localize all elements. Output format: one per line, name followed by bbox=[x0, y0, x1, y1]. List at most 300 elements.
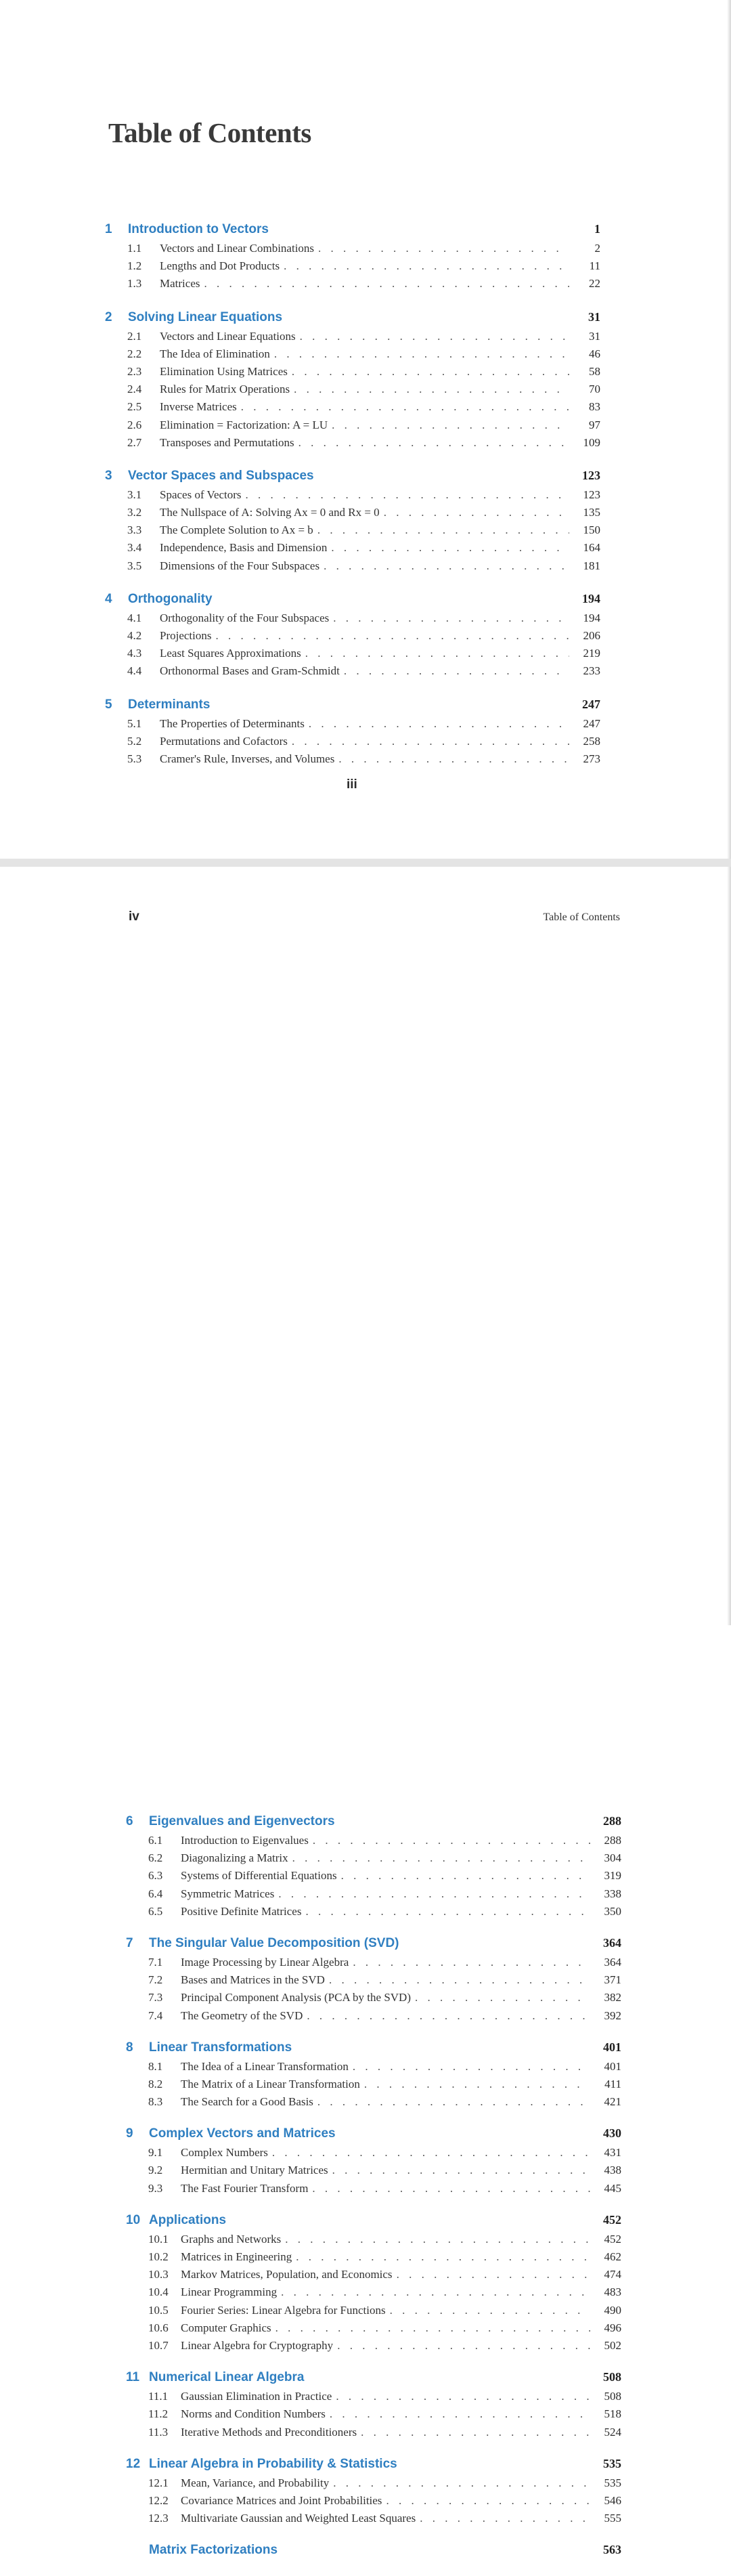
section-page: 462 bbox=[604, 2250, 621, 2263]
section-page: 382 bbox=[604, 1991, 621, 2004]
section-entry[interactable] bbox=[126, 2233, 621, 2250]
section-number: 3.2 bbox=[127, 506, 142, 519]
section-title[interactable]: Linear Programming bbox=[181, 2285, 278, 2299]
chapter-title[interactable]: Orthogonality bbox=[128, 591, 213, 606]
section-entry[interactable] bbox=[126, 2512, 621, 2529]
chapter-page: 247 bbox=[582, 697, 600, 711]
section-entry[interactable] bbox=[126, 2060, 621, 2078]
chapter-entry[interactable] bbox=[105, 222, 600, 242]
chapter-number: 1 bbox=[105, 222, 112, 236]
section-page: 135 bbox=[583, 506, 600, 519]
dot-leader bbox=[344, 664, 569, 678]
chapter-entry[interactable] bbox=[105, 310, 600, 330]
section-entry[interactable] bbox=[126, 1834, 621, 1851]
dot-leader bbox=[353, 2060, 590, 2074]
section-entry[interactable] bbox=[105, 436, 600, 454]
dot-leader bbox=[341, 1869, 590, 1883]
section-title[interactable]: Multivariate Gaussian and Weighted Least Squares bbox=[181, 2512, 416, 2525]
dot-leader bbox=[384, 506, 569, 519]
dot-leader bbox=[285, 2233, 590, 2246]
dot-leader bbox=[275, 2321, 590, 2335]
section-number: 10.5 bbox=[148, 2303, 169, 2317]
section-entry[interactable] bbox=[126, 2268, 621, 2285]
section-page: 97 bbox=[589, 418, 600, 431]
chapter-entry[interactable] bbox=[126, 2543, 621, 2562]
section-title[interactable]: Image Processing by Linear Algebra bbox=[181, 1955, 349, 1969]
section-number: 2.1 bbox=[127, 329, 142, 343]
section-number: 7.2 bbox=[148, 1973, 163, 1987]
section-entry[interactable] bbox=[105, 717, 600, 735]
chapter-block bbox=[126, 2457, 621, 2530]
chapter-block bbox=[126, 2040, 621, 2113]
dot-leader bbox=[307, 2009, 590, 2023]
chapter-title[interactable]: Matrix Factorizations bbox=[149, 2543, 278, 2558]
chapter-page: 452 bbox=[603, 2212, 621, 2227]
dot-leader bbox=[281, 2285, 590, 2299]
section-title[interactable]: Bases and Matrices in the SVD bbox=[181, 1973, 325, 1987]
section-number: 10.1 bbox=[148, 2232, 169, 2246]
section-entry[interactable] bbox=[105, 365, 600, 383]
dot-leader bbox=[300, 330, 569, 343]
dot-leader bbox=[298, 436, 569, 450]
section-number: 5.2 bbox=[127, 734, 142, 748]
section-title[interactable]: Linear Algebra for Cryptography bbox=[181, 2338, 334, 2352]
section-entry[interactable] bbox=[126, 1991, 621, 2009]
section-title[interactable]: Gaussian Elimination in Practice bbox=[181, 2390, 332, 2403]
section-page: 22 bbox=[589, 277, 600, 291]
section-page: 304 bbox=[604, 1851, 621, 1865]
chapter-title[interactable]: Eigenvalues and Eigenvectors bbox=[149, 1814, 335, 1828]
chapter-title[interactable]: Vector Spaces and Subspaces bbox=[128, 468, 314, 483]
section-number: 11.1 bbox=[148, 2390, 169, 2403]
dot-leader bbox=[331, 541, 569, 555]
section-title[interactable]: Vectors and Linear Combinations bbox=[160, 242, 315, 255]
section-entry[interactable] bbox=[126, 2339, 621, 2357]
section-entry[interactable] bbox=[126, 1851, 621, 1869]
section-page: 123 bbox=[583, 488, 600, 501]
dot-leader bbox=[278, 1887, 590, 1901]
section-page: 11 bbox=[589, 259, 600, 273]
chapter-number: 5 bbox=[105, 697, 112, 712]
section-number: 12.1 bbox=[148, 2476, 169, 2489]
section-number: 7.4 bbox=[148, 2009, 163, 2022]
dot-leader bbox=[318, 242, 569, 255]
chapter-number: 11 bbox=[126, 2370, 140, 2385]
section-number: 6.2 bbox=[148, 1851, 163, 1865]
section-page: 421 bbox=[604, 2095, 621, 2109]
section-number: 10.4 bbox=[148, 2285, 169, 2299]
chapter-entry[interactable] bbox=[105, 469, 600, 488]
section-entry[interactable] bbox=[126, 2390, 621, 2407]
section-title[interactable]: Elimination Using Matrices bbox=[160, 364, 288, 378]
section-entry[interactable] bbox=[126, 1973, 621, 1991]
section-title[interactable]: Norms and Condition Numbers bbox=[181, 2407, 326, 2421]
section-title[interactable]: Systems of Differential Equations bbox=[181, 1869, 337, 1883]
section-page: 392 bbox=[604, 2009, 621, 2022]
section-page: 483 bbox=[604, 2285, 621, 2299]
section-number: 5.1 bbox=[127, 716, 142, 730]
section-title[interactable]: Covariance Matrices and Joint Probabilities bbox=[181, 2493, 382, 2507]
section-title[interactable]: Principal Component Analysis (PCA by the SVD) bbox=[181, 1991, 411, 2004]
section-entry[interactable] bbox=[126, 1956, 621, 1973]
section-entry[interactable] bbox=[126, 1905, 621, 1923]
dot-leader bbox=[390, 2304, 590, 2317]
section-entry[interactable] bbox=[105, 259, 600, 277]
section-entry[interactable] bbox=[126, 2078, 621, 2095]
section-page: 338 bbox=[604, 1887, 621, 1900]
dot-leader bbox=[309, 717, 569, 731]
section-page: 452 bbox=[604, 2232, 621, 2246]
section-title[interactable]: Rules for Matrix Operations bbox=[160, 383, 290, 396]
section-entry[interactable] bbox=[126, 1887, 621, 1905]
dot-leader bbox=[305, 647, 569, 660]
section-page: 535 bbox=[604, 2476, 621, 2489]
chapter-block bbox=[126, 1814, 621, 1923]
chapter-title[interactable]: Linear Algebra in Probability & Statistics bbox=[149, 2456, 397, 2471]
section-title[interactable]: Lengths and Dot Products bbox=[160, 259, 280, 273]
section-title[interactable]: Hermitian and Unitary Matrices bbox=[181, 2164, 328, 2177]
dot-leader bbox=[420, 2512, 590, 2525]
section-page: 431 bbox=[604, 2146, 621, 2160]
chapter-title[interactable]: Applications bbox=[149, 2212, 227, 2227]
section-entry[interactable] bbox=[126, 2095, 621, 2113]
chapter-page: 508 bbox=[603, 2370, 621, 2384]
chapter-entry[interactable] bbox=[126, 2213, 621, 2233]
section-number: 8.2 bbox=[148, 2077, 163, 2090]
section-title[interactable]: The Idea of a Linear Transformation bbox=[181, 2059, 349, 2073]
dot-leader bbox=[386, 2494, 590, 2508]
section-page: 2 bbox=[594, 242, 600, 255]
section-title[interactable]: The Complete Solution to Ax = b bbox=[160, 523, 313, 537]
section-page: 247 bbox=[583, 716, 600, 730]
section-title[interactable]: Inverse Matrices bbox=[160, 400, 237, 414]
section-title[interactable]: Elimination = Factorization: A = LU bbox=[160, 418, 328, 431]
section-entry[interactable] bbox=[105, 347, 600, 365]
section-entry[interactable] bbox=[126, 2250, 621, 2268]
section-title[interactable]: Graphs and Networks bbox=[181, 2232, 282, 2246]
section-page: 371 bbox=[604, 1973, 621, 1987]
chapter-block bbox=[126, 2370, 621, 2443]
dot-leader bbox=[336, 2390, 590, 2403]
section-entry[interactable] bbox=[126, 2164, 621, 2181]
dot-leader bbox=[333, 2476, 590, 2490]
section-title[interactable]: Matrices bbox=[160, 277, 200, 291]
section-number: 10.2 bbox=[148, 2250, 169, 2263]
section-page: 194 bbox=[583, 611, 600, 624]
section-title[interactable]: Mean, Variance, and Probability bbox=[181, 2476, 330, 2489]
section-entry[interactable] bbox=[105, 488, 600, 506]
dot-leader bbox=[313, 1834, 590, 1847]
section-number: 1.2 bbox=[127, 259, 142, 273]
section-number: 6.5 bbox=[148, 1904, 163, 1918]
section-title[interactable]: The Idea of Elimination bbox=[160, 347, 270, 360]
section-number: 6.3 bbox=[148, 1869, 163, 1883]
section-number: 7.1 bbox=[148, 1955, 163, 1969]
section-page: 474 bbox=[604, 2268, 621, 2281]
chapter-number: 7 bbox=[126, 1935, 133, 1950]
chapter-page: 430 bbox=[603, 2126, 621, 2141]
section-number: 12.3 bbox=[148, 2512, 169, 2525]
running-header: Table of Contents bbox=[543, 911, 620, 923]
chapter-number: 2 bbox=[105, 309, 112, 324]
dot-leader bbox=[333, 611, 569, 625]
chapter-entry[interactable] bbox=[126, 1814, 621, 1834]
section-title[interactable]: Computer Graphics bbox=[181, 2321, 271, 2334]
chapter-number: 3 bbox=[105, 468, 112, 483]
dot-leader bbox=[329, 1973, 590, 1987]
section-entry[interactable] bbox=[105, 242, 600, 259]
section-number: 4.2 bbox=[127, 629, 142, 642]
dot-leader bbox=[312, 2182, 590, 2195]
section-title[interactable]: Transposes and Permutations bbox=[160, 435, 294, 449]
dot-leader bbox=[338, 752, 569, 766]
section-page: 364 bbox=[604, 1955, 621, 1969]
section-title[interactable]: Markov Matrices, Population, and Economics bbox=[181, 2268, 393, 2281]
chapter-entry[interactable] bbox=[105, 592, 600, 611]
section-entry[interactable] bbox=[126, 2494, 621, 2512]
chapter-block bbox=[126, 1936, 621, 2027]
chapter-entry[interactable] bbox=[126, 2457, 621, 2476]
section-number: 5.3 bbox=[127, 752, 142, 765]
dot-leader bbox=[364, 2078, 590, 2091]
chapter-block bbox=[126, 2213, 621, 2357]
dot-leader bbox=[292, 735, 569, 748]
dot-leader bbox=[284, 259, 569, 273]
dot-leader bbox=[272, 2146, 590, 2160]
section-page: 438 bbox=[604, 2164, 621, 2177]
section-entry[interactable] bbox=[105, 629, 600, 647]
section-entry[interactable] bbox=[126, 2285, 621, 2303]
section-title[interactable]: Cramer's Rule, Inverses, and Volumes bbox=[160, 752, 335, 765]
page-title: Table of Contents bbox=[108, 117, 311, 148]
page-edge bbox=[727, 867, 731, 1625]
section-page: 411 bbox=[604, 2077, 621, 2090]
dot-leader bbox=[332, 2164, 590, 2177]
dot-leader bbox=[332, 418, 569, 432]
chapter-entry[interactable] bbox=[105, 697, 600, 717]
section-page: 109 bbox=[583, 435, 600, 449]
section-number: 3.4 bbox=[127, 541, 142, 555]
section-entry[interactable] bbox=[126, 2009, 621, 2027]
section-page: 319 bbox=[604, 1869, 621, 1883]
section-entry[interactable] bbox=[105, 647, 600, 664]
section-title[interactable]: The Geometry of the SVD bbox=[181, 2009, 303, 2022]
section-entry[interactable] bbox=[105, 330, 600, 347]
section-number: 10.3 bbox=[148, 2268, 169, 2281]
dot-leader bbox=[353, 1956, 590, 1969]
page-edge bbox=[727, 0, 731, 859]
section-page: 496 bbox=[604, 2321, 621, 2334]
chapter-entry[interactable] bbox=[126, 1936, 621, 1956]
chapter-block bbox=[105, 222, 600, 295]
section-entry[interactable] bbox=[105, 664, 600, 682]
chapter-block bbox=[105, 469, 600, 577]
section-entry[interactable] bbox=[126, 2146, 621, 2164]
dot-leader bbox=[296, 2250, 590, 2264]
chapter-page: 288 bbox=[603, 1814, 621, 1828]
page-divider bbox=[0, 859, 731, 867]
chapter-page: 31 bbox=[588, 309, 600, 324]
section-page: 508 bbox=[604, 2390, 621, 2403]
section-page: 555 bbox=[604, 2512, 621, 2525]
section-page: 546 bbox=[604, 2493, 621, 2507]
dot-leader bbox=[246, 488, 569, 502]
section-number: 3.5 bbox=[127, 559, 142, 572]
section-title[interactable]: Introduction to Eigenvalues bbox=[181, 1834, 309, 1847]
section-page: 445 bbox=[604, 2181, 621, 2195]
chapter-title[interactable]: Complex Vectors and Matrices bbox=[149, 2126, 336, 2141]
section-entry[interactable] bbox=[126, 2407, 621, 2425]
section-title[interactable]: The Matrix of a Linear Transformation bbox=[181, 2077, 360, 2090]
section-number: 9.2 bbox=[148, 2164, 163, 2177]
section-title[interactable]: Positive Definite Matrices bbox=[181, 1904, 302, 1918]
section-page: 31 bbox=[589, 329, 600, 343]
section-entry[interactable] bbox=[126, 2476, 621, 2494]
section-entry[interactable] bbox=[105, 611, 600, 629]
section-title[interactable]: Symmetric Matrices bbox=[181, 1887, 275, 1900]
section-number: 11.2 bbox=[148, 2407, 169, 2421]
dot-leader bbox=[330, 2407, 590, 2421]
dot-leader bbox=[317, 523, 569, 537]
chapter-entry[interactable] bbox=[126, 2040, 621, 2060]
chapter-number: 9 bbox=[126, 2126, 133, 2141]
section-page: 206 bbox=[583, 629, 600, 642]
chapter-entry[interactable] bbox=[126, 2370, 621, 2390]
chapter-number: 12 bbox=[126, 2456, 141, 2471]
section-page: 70 bbox=[589, 383, 600, 396]
section-title[interactable]: Orthonormal Bases and Gram-Schmidt bbox=[160, 664, 340, 678]
section-page: 273 bbox=[583, 752, 600, 765]
section-title[interactable]: Least Squares Approximations bbox=[160, 647, 301, 660]
section-entry[interactable] bbox=[105, 277, 600, 295]
chapter-block bbox=[105, 310, 600, 454]
section-number: 8.1 bbox=[148, 2059, 163, 2073]
chapter-title[interactable]: The Singular Value Decomposition (SVD) bbox=[149, 1935, 399, 1950]
section-page: 46 bbox=[589, 347, 600, 360]
section-entry[interactable] bbox=[105, 383, 600, 400]
section-entry[interactable] bbox=[105, 523, 600, 541]
section-title[interactable]: Permutations and Cofactors bbox=[160, 734, 288, 748]
section-number: 10.6 bbox=[148, 2321, 169, 2334]
header-page-number: iv bbox=[129, 909, 139, 924]
section-number: 7.3 bbox=[148, 1991, 163, 2004]
chapter-page: 194 bbox=[582, 591, 600, 605]
chapter-page: 123 bbox=[582, 468, 600, 482]
chapter-page: 563 bbox=[603, 2543, 621, 2557]
section-page: 83 bbox=[589, 400, 600, 414]
section-number: 1.1 bbox=[127, 242, 142, 255]
section-page: 288 bbox=[604, 1834, 621, 1847]
section-title[interactable]: Vectors and Linear Equations bbox=[160, 329, 296, 343]
section-number: 2.7 bbox=[127, 435, 142, 449]
section-title[interactable]: The Properties of Determinants bbox=[160, 716, 305, 730]
dot-leader bbox=[241, 400, 569, 414]
section-number: 3.3 bbox=[127, 523, 142, 537]
chapter-number: 4 bbox=[105, 591, 112, 606]
chapter-block bbox=[126, 2543, 621, 2562]
section-title[interactable]: Diagonalizing a Matrix bbox=[181, 1851, 288, 1865]
chapter-number: 8 bbox=[126, 2040, 133, 2055]
chapter-page: 401 bbox=[603, 2040, 621, 2054]
section-number: 4.1 bbox=[127, 611, 142, 624]
section-number: 4.3 bbox=[127, 647, 142, 660]
section-entry[interactable] bbox=[105, 735, 600, 752]
chapter-title[interactable]: Solving Linear Equations bbox=[128, 309, 283, 324]
section-number: 2.2 bbox=[127, 347, 142, 360]
toc-list bbox=[126, 1814, 621, 2576]
section-title[interactable]: Fourier Series: Linear Algebra for Functions bbox=[181, 2303, 386, 2317]
section-entry[interactable] bbox=[126, 1869, 621, 1887]
section-title[interactable]: Spaces of Vectors bbox=[160, 488, 242, 501]
chapter-block bbox=[105, 592, 600, 683]
dot-leader bbox=[324, 559, 569, 573]
section-title[interactable]: Matrices in Engineering bbox=[181, 2250, 292, 2263]
section-entry[interactable] bbox=[105, 559, 600, 577]
section-title[interactable]: Projections bbox=[160, 629, 212, 642]
section-page: 164 bbox=[583, 541, 600, 555]
section-entry[interactable] bbox=[126, 2321, 621, 2339]
section-page: 524 bbox=[604, 2425, 621, 2439]
section-title[interactable]: The Nullspace of A: Solving Ax = 0 and Rx = 0 bbox=[160, 506, 380, 519]
dot-leader bbox=[305, 1905, 590, 1918]
chapter-block bbox=[105, 697, 600, 771]
dot-leader bbox=[397, 2268, 590, 2281]
section-number: 8.3 bbox=[148, 2095, 163, 2109]
section-page: 58 bbox=[589, 364, 600, 378]
section-number: 6.1 bbox=[148, 1834, 163, 1847]
dot-leader bbox=[317, 2095, 590, 2109]
section-entry[interactable] bbox=[105, 506, 600, 523]
dot-leader bbox=[415, 1991, 590, 2004]
section-title[interactable]: Orthogonality of the Four Subspaces bbox=[160, 611, 330, 624]
section-number: 3.1 bbox=[127, 488, 142, 501]
section-number: 2.3 bbox=[127, 364, 142, 378]
section-number: 2.5 bbox=[127, 400, 142, 414]
section-number: 9.1 bbox=[148, 2146, 163, 2160]
section-entry[interactable] bbox=[105, 418, 600, 436]
section-entry[interactable] bbox=[105, 752, 600, 770]
section-title[interactable]: Complex Numbers bbox=[181, 2146, 268, 2160]
section-entry[interactable] bbox=[105, 400, 600, 418]
chapter-title[interactable]: Introduction to Vectors bbox=[128, 222, 269, 236]
chapter-title[interactable]: Determinants bbox=[128, 697, 211, 712]
chapter-entry[interactable] bbox=[126, 2126, 621, 2146]
section-page: 350 bbox=[604, 1904, 621, 1918]
section-number: 4.4 bbox=[127, 664, 142, 678]
section-title[interactable]: Independence, Basis and Dimension bbox=[160, 541, 328, 555]
section-number: 10.7 bbox=[148, 2338, 169, 2352]
section-entry[interactable] bbox=[105, 541, 600, 559]
section-title[interactable]: Iterative Methods and Preconditioners bbox=[181, 2425, 357, 2439]
section-page: 490 bbox=[604, 2303, 621, 2317]
section-page: 502 bbox=[604, 2338, 621, 2352]
section-title[interactable]: Dimensions of the Four Subspaces bbox=[160, 559, 320, 572]
section-entry[interactable] bbox=[126, 2426, 621, 2443]
chapter-page: 364 bbox=[603, 1935, 621, 1950]
chapter-title[interactable]: Numerical Linear Algebra bbox=[149, 2370, 305, 2385]
section-page: 233 bbox=[583, 664, 600, 678]
section-entry[interactable] bbox=[126, 2182, 621, 2199]
dot-leader bbox=[274, 347, 569, 361]
chapter-title[interactable]: Linear Transformations bbox=[149, 2040, 292, 2055]
section-title[interactable]: The Fast Fourier Transform bbox=[181, 2181, 309, 2195]
section-title[interactable]: The Search for a Good Basis bbox=[181, 2095, 313, 2109]
section-entry[interactable] bbox=[126, 2304, 621, 2321]
section-page: 401 bbox=[604, 2059, 621, 2073]
dot-leader bbox=[294, 383, 569, 396]
toc-list bbox=[105, 222, 600, 785]
page-iv bbox=[0, 867, 731, 2558]
